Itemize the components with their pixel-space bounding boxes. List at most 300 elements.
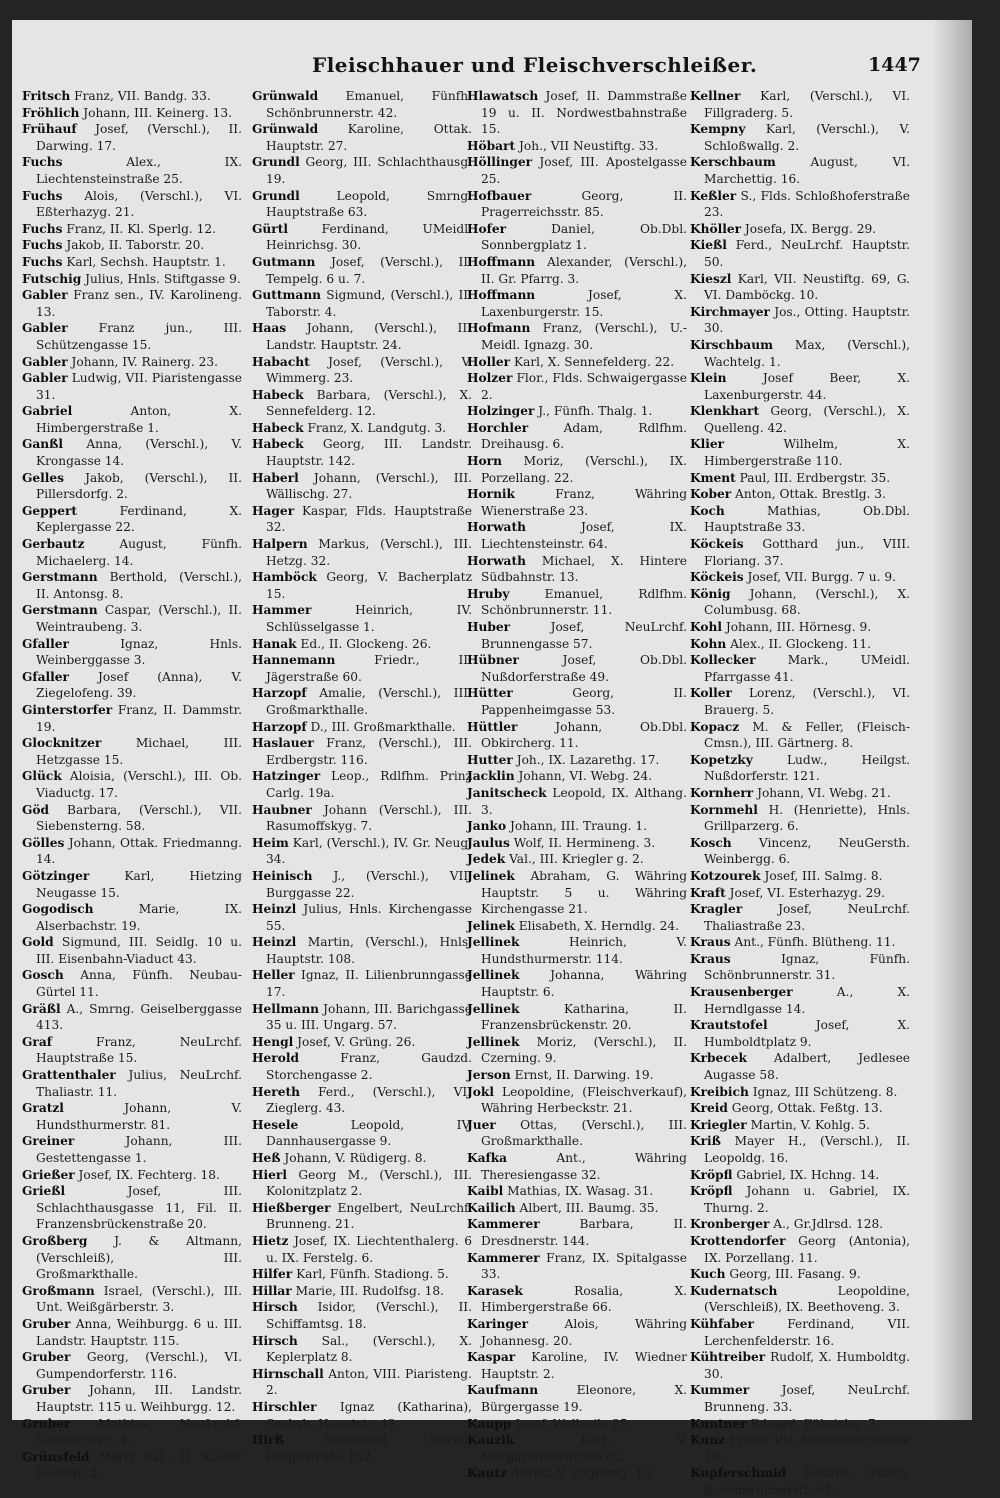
entry-surname: Jokl bbox=[467, 1084, 494, 1099]
directory-entry bbox=[252, 1050, 472, 1083]
entry-surname: Fuchs bbox=[22, 155, 63, 170]
directory-entry bbox=[690, 586, 910, 619]
entry-surname: Kummer bbox=[690, 1383, 750, 1398]
entry-details: Karl, X. Sennefelderg. 22. bbox=[513, 354, 675, 369]
entry-details: Isidor, (Verschl.), II. Schiffamtsg. 18. bbox=[266, 1300, 473, 1331]
entry-details: Johann, III. Traung. 1. bbox=[509, 819, 648, 834]
entry-details: Gabriel, IX. Hchng. 14. bbox=[736, 1167, 880, 1182]
entry-details: Franz jun., III. Schützengasse 15. bbox=[36, 321, 242, 352]
entry-surname: Kellner bbox=[690, 89, 741, 103]
directory-entry bbox=[252, 685, 472, 718]
directory-entry bbox=[467, 403, 687, 420]
directory-column-4 bbox=[690, 88, 910, 1498]
directory-entry bbox=[467, 1465, 687, 1482]
entry-surname: Grundl bbox=[252, 155, 300, 170]
directory-entry bbox=[252, 1233, 472, 1266]
directory-entry bbox=[690, 1117, 910, 1134]
directory-entry bbox=[22, 370, 242, 403]
entry-details: Franz, VII. Bandg. 33. bbox=[74, 89, 211, 103]
directory-entry bbox=[467, 1034, 687, 1067]
entry-details: A., X. Herndlgasse 14. bbox=[704, 985, 910, 1016]
entry-details: Mayer H., (Verschl.), II. Leopoldg. 16. bbox=[704, 1134, 910, 1165]
entry-details: Karl, Fünfh. Stadiong. 5. bbox=[296, 1267, 449, 1282]
directory-entry bbox=[252, 320, 472, 353]
entry-surname: Ganßl bbox=[22, 437, 64, 452]
entry-details: Eduard, Fünfh. Schönbrunnerstr. 61. bbox=[704, 1466, 910, 1497]
directory-entry bbox=[690, 652, 910, 685]
directory-entry bbox=[252, 254, 472, 287]
entry-details: Josef, NeuLrchf. Brunnengasse 57. bbox=[481, 620, 687, 651]
entry-details: Moriz, (Verschl.), II. Czerning. 9. bbox=[481, 1034, 687, 1066]
entry-surname: Gabriel bbox=[22, 404, 73, 419]
directory-entry bbox=[467, 287, 687, 320]
entry-details: Josef, X. Humboldtplatz 9. bbox=[704, 1018, 910, 1049]
entry-details: Rosalia, X. Himbergerstraße 66. bbox=[481, 1283, 687, 1315]
entry-surname: Kreibich bbox=[690, 1084, 749, 1099]
directory-entry bbox=[22, 470, 242, 503]
entry-surname: Hofbauer bbox=[467, 188, 532, 203]
entry-details: Eduard, Führichg. 7. bbox=[750, 1416, 880, 1431]
entry-details: Anton, X. Himbergerstraße 1. bbox=[36, 404, 242, 435]
directory-entry bbox=[22, 802, 242, 835]
entry-surname: Jaulus bbox=[467, 835, 510, 850]
entry-surname: Kauzik bbox=[467, 1433, 515, 1448]
directory-entry bbox=[690, 1017, 910, 1050]
directory-entry bbox=[252, 1117, 472, 1150]
directory-entry bbox=[690, 1183, 910, 1216]
directory-entry bbox=[690, 1283, 910, 1316]
directory-entry bbox=[22, 237, 242, 254]
entry-surname: Höbart bbox=[467, 138, 516, 153]
entry-surname: Hanak bbox=[252, 636, 297, 651]
directory-entry bbox=[252, 636, 472, 653]
directory-entry bbox=[22, 154, 242, 187]
entry-surname: Krausenberger bbox=[690, 985, 793, 1000]
entry-details: Friedr., II. Jägerstraße 60. bbox=[266, 653, 472, 684]
entry-details: Georg, III. Schlachthausg. 19. bbox=[266, 155, 472, 186]
entry-surname: Gabler bbox=[22, 371, 68, 386]
directory-entry bbox=[690, 1050, 910, 1083]
entry-details: Mathias, NeuLrchf. Gaullacherg. 4. bbox=[36, 1416, 242, 1448]
entry-surname: Harzopf bbox=[252, 719, 307, 734]
directory-entry bbox=[252, 1399, 472, 1432]
entry-details: Johann, Ottak. Friedmanng. 14. bbox=[36, 835, 242, 867]
entry-surname: Klenkhart bbox=[690, 404, 760, 419]
entry-details: Michael, III. Hetzgasse 15. bbox=[36, 736, 242, 767]
directory-entry bbox=[252, 735, 472, 768]
entry-surname: Kirschbaum bbox=[690, 337, 773, 352]
entry-details: Josef, IX. Liechtensteinstr. 64. bbox=[481, 520, 687, 552]
entry-surname: Hlawatsch bbox=[467, 89, 539, 103]
entry-surname: Fuchs bbox=[22, 188, 63, 203]
entry-details: Val., III. Kriegler g. 2. bbox=[509, 852, 644, 867]
directory-entry bbox=[252, 420, 472, 437]
entry-details: Josef, (Verschl.), II. Tempelg. 6 u. 7. bbox=[266, 254, 472, 286]
directory-entry bbox=[690, 685, 910, 718]
entry-details: Karl, (Verschl.), IV. Gr. Neug. 34. bbox=[266, 835, 473, 867]
entry-details: Josef Beer, X. Laxenburgerstr. 44. bbox=[704, 371, 910, 402]
entry-surname: Kröpfl bbox=[690, 1184, 733, 1199]
entry-surname: Horn bbox=[467, 454, 502, 469]
directory-entry bbox=[252, 470, 472, 503]
directory-entry bbox=[690, 1133, 910, 1166]
directory-entry bbox=[690, 802, 910, 835]
directory-entry bbox=[467, 586, 687, 619]
directory-entry bbox=[22, 1001, 242, 1034]
entry-surname: Horwath bbox=[467, 520, 526, 535]
directory-entry bbox=[467, 486, 687, 519]
running-head: Fleischhauer und Fleischverschleißer. bbox=[312, 53, 758, 77]
entry-details: Ludwig, VII. Piaristengasse 31. bbox=[36, 371, 242, 402]
entry-details: Josef, V. Grüng. 26. bbox=[297, 1034, 416, 1049]
entry-details: Sigmund, III. Seidlg. 10 u. III. Eisenbahn-Viaduct 43. bbox=[36, 935, 242, 966]
directory-entry bbox=[690, 337, 910, 370]
entry-details: Moriz, (Verschl.), IX. Porzellang. 22. bbox=[481, 454, 687, 485]
entry-surname: Gratzl bbox=[22, 1101, 64, 1116]
entry-surname: Krbecek bbox=[690, 1051, 747, 1066]
directory-entry bbox=[252, 1084, 472, 1117]
directory-entry bbox=[690, 536, 910, 569]
directory-entry bbox=[467, 918, 687, 935]
entry-surname: Kuch bbox=[690, 1267, 726, 1282]
directory-entry bbox=[467, 519, 687, 552]
directory-column-3 bbox=[467, 88, 687, 1482]
directory-entry bbox=[690, 752, 910, 785]
entry-details: D., III. Großmarkthalle. bbox=[310, 719, 456, 734]
entry-surname: Haas bbox=[252, 321, 287, 336]
entry-surname: Grünsfeld bbox=[22, 1449, 90, 1464]
entry-details: Albert, III. Baumg. 35. bbox=[519, 1200, 659, 1215]
directory-entry bbox=[22, 1283, 242, 1316]
entry-details: Johann, (Verschl.), III. Wällischg. 27. bbox=[266, 470, 473, 502]
directory-entry bbox=[252, 1333, 472, 1366]
directory-entry bbox=[467, 1216, 687, 1249]
directory-entry bbox=[22, 569, 242, 602]
entry-surname: Götzinger bbox=[22, 868, 90, 883]
entry-surname: Hoffmann bbox=[467, 254, 536, 269]
entry-details: Barbara, (Verschl.), X. Sennefelderg. 12. bbox=[266, 387, 472, 419]
entry-surname: Hager bbox=[252, 503, 295, 518]
entry-surname: Krottendorfer bbox=[690, 1233, 786, 1248]
entry-surname: Gabler bbox=[22, 354, 68, 369]
directory-entry bbox=[22, 287, 242, 320]
entry-surname: Habeck bbox=[252, 387, 304, 402]
directory-entry bbox=[690, 237, 910, 270]
directory-entry bbox=[22, 1349, 242, 1382]
directory-entry bbox=[252, 901, 472, 934]
entry-surname: Gerbautz bbox=[22, 537, 85, 552]
entry-surname: Guttmann bbox=[252, 288, 322, 303]
entry-details: Barbara, (Verschl.), VII. Siebensterng. 58. bbox=[36, 802, 242, 834]
entry-surname: Kerschbaum bbox=[690, 155, 776, 170]
directory-entry bbox=[22, 271, 242, 288]
directory-entry bbox=[690, 470, 910, 487]
directory-entry bbox=[252, 719, 472, 736]
directory-entry bbox=[467, 619, 687, 652]
entry-surname: Kammerer bbox=[467, 1250, 540, 1265]
entry-surname: Jellinek bbox=[467, 935, 520, 950]
entry-details: Leop., Rdlfhm. Prinz Carlg. 19a. bbox=[266, 769, 473, 800]
directory-entry bbox=[467, 370, 687, 403]
entry-surname: Gruber bbox=[22, 1316, 71, 1331]
entry-details: Amalie, (Verschl.), III. Großmarkthalle. bbox=[266, 686, 472, 717]
entry-surname: Kober bbox=[690, 487, 732, 502]
entry-details: Josefa, IX. Bergg. 29. bbox=[744, 221, 877, 236]
entry-surname: Hirsch bbox=[252, 1300, 298, 1315]
entry-details: Johann u. Gabriel, IX. Thurng. 2. bbox=[704, 1184, 911, 1215]
entry-details: Karoline, IV. Wiedner Hauptstr. 2. bbox=[481, 1350, 688, 1381]
entry-details: Engelbert, NeuLrchf. Brunneng. 21. bbox=[266, 1200, 472, 1232]
entry-details: Adam, Rdlfhm. Dreihausg. 6. bbox=[481, 420, 687, 452]
entry-details: Max, (Verschl.), Wachtelg. 1. bbox=[704, 337, 911, 369]
directory-entry bbox=[252, 1432, 472, 1465]
entry-details: Rudolf, X. Humboldtg. 30. bbox=[704, 1350, 910, 1381]
entry-surname: Grünwald bbox=[252, 122, 319, 137]
directory-entry bbox=[467, 188, 687, 221]
directory-entry bbox=[22, 835, 242, 868]
entry-surname: Haberl bbox=[252, 470, 299, 485]
directory-entry bbox=[690, 121, 910, 154]
entry-details: Josef, Ob.Dbl. Nußdorferstraße 49. bbox=[481, 653, 687, 684]
directory-entry bbox=[467, 1001, 687, 1034]
entry-surname: Hellmann bbox=[252, 1001, 320, 1016]
entry-details: Johann, (Verschl.), III Landstr. Hauptstr. 24. bbox=[266, 321, 472, 352]
entry-details: Johann, Ob.Dbl. Obkircherg. 11. bbox=[481, 719, 687, 751]
entry-details: Anton, Ottak. Brestlg. 3. bbox=[735, 487, 886, 502]
entry-details: Mathias, IX. Wasag. 31. bbox=[507, 1184, 654, 1199]
entry-surname: Kriegler bbox=[690, 1117, 747, 1132]
entry-surname: Hirsch bbox=[252, 1333, 298, 1348]
entry-details: S., Flds. Schloßhoferstraße 23. bbox=[704, 188, 910, 220]
entry-details: Moriz Sal., II. Kaiser Josefstr. 2. bbox=[36, 1449, 242, 1481]
directory-entry bbox=[467, 835, 687, 852]
entry-details: Ignaz, Fünfh. Schönbrunnerstr. 31. bbox=[704, 951, 910, 983]
entry-details: Martin, (Verschl.), Hnls. Hauptstr. 108. bbox=[266, 935, 473, 966]
entry-surname: Gosch bbox=[22, 968, 64, 983]
entry-surname: Kieszl bbox=[690, 271, 732, 286]
entry-details: Johann, VI. Webg. 24. bbox=[518, 769, 653, 784]
entry-surname: Kautz bbox=[467, 1466, 507, 1481]
entry-surname: Hereth bbox=[252, 1084, 300, 1099]
entry-surname: Kohl bbox=[690, 620, 722, 634]
directory-entry bbox=[467, 1183, 687, 1200]
entry-surname: Huber bbox=[467, 620, 511, 634]
entry-details: Ed., II. Glockeng. 26. bbox=[300, 636, 432, 651]
entry-surname: Hutter bbox=[467, 752, 513, 767]
directory-entry bbox=[467, 1349, 687, 1382]
entry-details: Ferdinand, UMeidl. Heinrichsg. 30. bbox=[266, 221, 472, 253]
directory-entry bbox=[690, 88, 910, 121]
entry-details: Georg, II. Pragerreichsstr. 85. bbox=[481, 188, 688, 220]
entry-surname: Hilfer bbox=[252, 1267, 293, 1282]
directory-entry bbox=[690, 486, 910, 503]
directory-entry bbox=[252, 1266, 472, 1283]
entry-details: Franz, VII. Siebensterngasse 19. bbox=[704, 1433, 910, 1464]
entry-details: Jos., Otting. Hauptstr. 30. bbox=[704, 304, 911, 336]
directory-entry bbox=[690, 221, 910, 238]
entry-surname: Jellinek bbox=[467, 1001, 520, 1016]
entry-surname: Hammer bbox=[252, 603, 312, 618]
directory-entry bbox=[467, 420, 687, 453]
entry-surname: Hofmann bbox=[467, 321, 531, 336]
directory-entry bbox=[690, 619, 910, 636]
entry-details: Karl, V. Margarethenstraße 62. bbox=[481, 1433, 687, 1464]
entry-surname: Harzopf bbox=[252, 686, 307, 701]
entry-details: Johann, III. Barichgasse 35 u. III. Ungarg. 57. bbox=[266, 1001, 473, 1033]
directory-entry bbox=[690, 1084, 910, 1101]
directory-entry bbox=[467, 354, 687, 371]
entry-details: Eleonore, X. Bürgergasse 19. bbox=[481, 1383, 688, 1414]
directory-entry bbox=[467, 1117, 687, 1150]
directory-entry bbox=[690, 1432, 910, 1465]
entry-surname: Gutmann bbox=[252, 254, 316, 269]
directory-entry bbox=[690, 835, 910, 868]
entry-surname: Janitscheck bbox=[467, 785, 547, 800]
entry-surname: Kaupp bbox=[467, 1416, 512, 1431]
entry-details: Josef, NeuLrchf. Thaliastraße 23. bbox=[704, 902, 910, 933]
directory-entry bbox=[467, 1382, 687, 1415]
directory-page bbox=[12, 20, 972, 1497]
entry-details: Josef, Wollzeile 25. bbox=[515, 1416, 632, 1431]
entry-details: Alex., II. Glockeng. 11. bbox=[730, 636, 872, 651]
directory-entry bbox=[252, 536, 472, 569]
entry-surname: Jerson bbox=[467, 1068, 511, 1083]
entry-surname: Karinger bbox=[467, 1316, 529, 1331]
entry-details: Ludw., Heilgst. Nußdorferstr. 121. bbox=[704, 752, 910, 784]
entry-details: Georg, (Verschl.), VI. Gumpendorferstr. 116. bbox=[36, 1350, 242, 1381]
entry-surname: Kaibl bbox=[467, 1184, 504, 1199]
directory-entry bbox=[22, 188, 242, 221]
directory-entry bbox=[467, 553, 687, 586]
entry-details: Lorenz, (Verschl.), VI. Brauerg. 5. bbox=[704, 686, 910, 717]
directory-entry bbox=[22, 1183, 242, 1233]
entry-surname: Holzinger bbox=[467, 404, 535, 419]
directory-entry bbox=[252, 835, 472, 868]
entry-surname: Kragler bbox=[690, 902, 743, 917]
entry-details: Julius, NeuLrchf. Thaliastr. 11. bbox=[36, 1068, 243, 1099]
entry-surname: Horwath bbox=[467, 553, 526, 568]
directory-entry bbox=[690, 271, 910, 304]
entry-details: August, Fünfh. Michaelerg. 14. bbox=[36, 537, 243, 568]
entry-surname: Haslauer bbox=[252, 736, 314, 751]
entry-surname: Juer bbox=[467, 1117, 496, 1132]
entry-surname: Kafka bbox=[467, 1151, 508, 1165]
entry-details: Ferdinand, VII. Lerchenfelderstr. 16. bbox=[704, 1316, 910, 1348]
entry-details: Josef (Anna), V. Ziegelofeng. 39. bbox=[36, 669, 242, 701]
directory-entry bbox=[467, 1283, 687, 1316]
entry-details: Wilhelm, X. Himbergerstraße 110. bbox=[704, 437, 910, 469]
directory-entry bbox=[690, 636, 910, 653]
entry-surname: Klein bbox=[690, 371, 727, 386]
directory-entry bbox=[22, 105, 242, 122]
directory-entry bbox=[22, 436, 242, 469]
entry-surname: Khöller bbox=[690, 221, 742, 236]
entry-details: Mark., UMeidl. Pfarrgasse 41. bbox=[704, 653, 910, 684]
directory-entry bbox=[690, 951, 910, 984]
entry-surname: Jellinek bbox=[467, 968, 520, 983]
entry-details: Ant., Währing Theresiengasse 32. bbox=[481, 1151, 687, 1182]
entry-surname: Hatzinger bbox=[252, 769, 321, 784]
entry-surname: Hirnschall bbox=[252, 1366, 324, 1381]
entry-surname: Kupferschmid bbox=[690, 1466, 787, 1481]
entry-surname: Kornherr bbox=[690, 785, 754, 800]
directory-entry bbox=[690, 1316, 910, 1349]
directory-entry bbox=[467, 320, 687, 353]
entry-details: Georg, V. Bacherplatz 15. bbox=[266, 570, 472, 601]
directory-entry bbox=[252, 602, 472, 635]
directory-entry bbox=[252, 154, 472, 187]
entry-details: Katharina, II. Franzensbrückenstr. 20. bbox=[481, 1001, 687, 1033]
directory-entry bbox=[22, 901, 242, 934]
entry-details: Alexander, (Verschl.), II. Gr. Pfarrg. 3. bbox=[481, 254, 687, 286]
entry-surname: Heller bbox=[252, 968, 295, 983]
entry-details: Marie, III. Rudolfsg. 18. bbox=[295, 1283, 444, 1298]
directory-entry bbox=[252, 1283, 472, 1300]
entry-details: Elisabeth, X. Herndlg. 24. bbox=[518, 918, 680, 933]
entry-surname: Gruber bbox=[22, 1383, 71, 1398]
entry-surname: Kraft bbox=[690, 885, 726, 900]
entry-details: J., (Verschl.), VII. Burggasse 22. bbox=[266, 868, 473, 900]
directory-column-1 bbox=[22, 88, 242, 1482]
entry-surname: Fuchs bbox=[22, 221, 63, 236]
entry-surname: Hirschler bbox=[252, 1399, 317, 1414]
directory-entry bbox=[252, 1299, 472, 1332]
entry-details: Josef, IX. Liechtenthalerg. 6 u. IX. Ferstelg. 6. bbox=[266, 1233, 472, 1265]
entry-surname: Göd bbox=[22, 802, 50, 817]
entry-surname: Kaufmann bbox=[467, 1383, 539, 1398]
entry-surname: Jelinek bbox=[467, 868, 515, 883]
entry-details: Georg, III. Landstr. Hauptstr. 142. bbox=[266, 437, 473, 469]
entry-surname: Kraus bbox=[690, 951, 731, 966]
entry-details: Flor., Flds. Schwaigergasse 2. bbox=[481, 371, 687, 402]
directory-entry bbox=[252, 354, 472, 387]
entry-details: J. & Altmann, (Verschleiß), III. Großmarkthalle. bbox=[36, 1233, 243, 1282]
directory-entry bbox=[467, 221, 687, 254]
directory-entry bbox=[22, 934, 242, 967]
entry-surname: Kaspar bbox=[467, 1350, 516, 1365]
directory-entry bbox=[252, 436, 472, 469]
directory-entry bbox=[467, 818, 687, 835]
entry-details: Leopold, IV. Dannhausergasse 9. bbox=[266, 1117, 472, 1149]
entry-surname: Kotzourek bbox=[690, 868, 761, 883]
entry-details: Johann, V. Hundsthurmerstr. 81. bbox=[36, 1101, 242, 1132]
entry-surname: König bbox=[690, 586, 731, 601]
entry-surname: Gräßl bbox=[22, 1001, 61, 1016]
entry-surname: Heinzl bbox=[252, 935, 297, 950]
entry-details: Ferd., (Verschl.), VII Zieglerg. 43. bbox=[266, 1084, 472, 1116]
entry-details: Georg, Ottak. Feßtg. 13. bbox=[731, 1101, 883, 1116]
entry-surname: Kraus bbox=[690, 935, 731, 950]
entry-details: Alois, (Verschl.), VI. Eßterhazyg. 21. bbox=[36, 188, 243, 220]
directory-entry bbox=[690, 1100, 910, 1117]
directory-entry bbox=[22, 403, 242, 436]
directory-entry bbox=[22, 1067, 242, 1100]
entry-details: Josef, (Verschl.), V. Wimmerg. 23. bbox=[266, 354, 472, 386]
directory-entry bbox=[467, 967, 687, 1000]
entry-surname: Gelles bbox=[22, 470, 65, 485]
entry-surname: Hofer bbox=[467, 221, 507, 236]
directory-entry bbox=[22, 1100, 242, 1133]
entry-details: Karl, (Verschl.), V. Schloßwallg. 2. bbox=[704, 122, 910, 153]
directory-entry bbox=[467, 851, 687, 868]
entry-details: Josef, (Verschl.), II. Darwing. 17. bbox=[36, 122, 242, 153]
directory-entry bbox=[690, 885, 910, 902]
directory-entry bbox=[690, 1382, 910, 1415]
entry-details: Georg, (Verschl.), X. Quelleng. 42. bbox=[704, 404, 910, 435]
entry-details: J., Fünfh. Thalg. 1. bbox=[538, 404, 653, 419]
directory-entry bbox=[690, 304, 910, 337]
entry-surname: Grünwald bbox=[252, 89, 319, 103]
